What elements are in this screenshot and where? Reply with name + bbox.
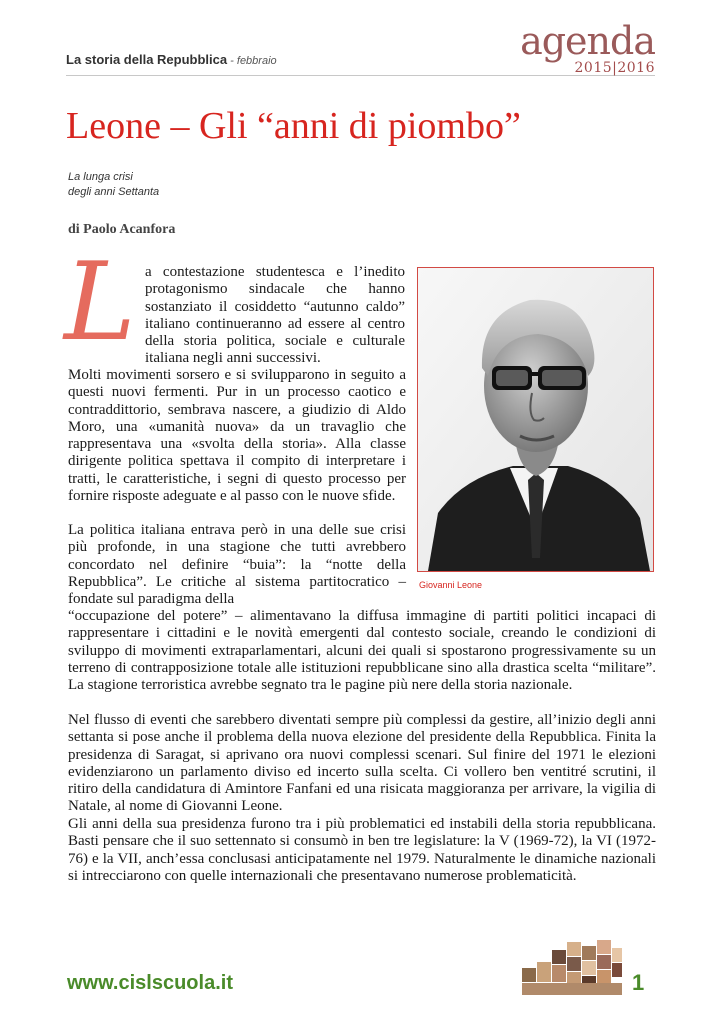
- series-month: - febbraio: [227, 55, 277, 67]
- header-divider: [66, 75, 655, 76]
- photo-caption: Giovanni Leone: [419, 580, 483, 590]
- paragraph-2-lead: La politica italiana entrava però in una delle sue crisi più profonde, in una stagione che tutti avrebbero concordato nel definire “buia”: la “notte della Repubblica”. Le critiche al sistema partitocratico – fondate sul paradigma della: [68, 522, 406, 608]
- article-title: Leone – Gli “anni di piombo”: [66, 105, 521, 147]
- paragraph-1-continued: Molti movimenti sorsero e si svilupparono in seguito a questi nuovi fermenti. Pur in un processo caotico e contraddittorio, sembrava nascere, a giudizio di Aldo Moro, una «umanità nuova» da un travaglio che rappresentava una «svolta della storia». Alla classe dirigente politica spettava il compito di interpretare i tratti, le caratteristiche, i segni di questo processo per fornire risposte adeguate e al passo con le nuove sfide.: [68, 367, 406, 505]
- footer-photo-mosaic: [522, 940, 622, 995]
- portrait-illustration: [418, 268, 653, 571]
- agenda-logo: [520, 19, 655, 76]
- running-header: [66, 52, 277, 67]
- paragraph-1-lead: a contestazione studentesca e l’inedito protagonismo sindacale che hanno sostanziato il cosiddetto “autunno caldo” italiano continueranno ad essere al centro della storia politica, sociale e culturale italiana negli anni successivi.: [145, 264, 405, 367]
- series-title: La storia della Repubblica: [66, 52, 228, 67]
- paragraph-3: Nel flusso di eventi che sarebbero diventati sempre più complessi da gestire, all’inizio degli anni settanta si pose anche il problema della nuova elezione del presidente della Repubblica. Finita la presidenza di Saragat, si aprivano ora nuovi complessi scenari. Sul finire del 1971 le elezioni evidenziarono un parlamento diviso ed incerto sulla scelta. Ci vollero ben ventitré scrutini, il ritiro della candidatura di Amintore Fanfani ed una risicata maggioranza per arrivare, la vigilia di Natale, al nome di Giovanni Leone.: [68, 712, 656, 815]
- mosaic-faces: [522, 940, 622, 995]
- subtitle-line-2: degli anni Settanta: [68, 186, 160, 198]
- footer-website-link[interactable]: www.cislscuola.it: [67, 972, 233, 994]
- drop-cap: L: [64, 240, 136, 365]
- agenda-logo-word: agenda: [520, 19, 655, 63]
- subtitle-line-1: La lunga crisi: [68, 171, 133, 183]
- paragraph-2-continued: “occupazione del potere” – alimentavano la diffusa immagine di partiti politici incapaci di rappresentare i cittadini e le novità emergenti dal contesto sociale, creando le condizioni di sviluppo di movimenti extraparlamentari, alcuni dei quali si spostarono progressivamente su un terreno di contrapposizione totale alle istituzioni repubblicane sino alla drastica scelta “militare”. La stagione terroristica avrebbe segnato tra le pagine più nere della storia nazionale.: [68, 608, 656, 694]
- article-subtitle: [68, 170, 268, 200]
- portrait-photo: [417, 267, 654, 572]
- page-number: 1: [632, 970, 645, 995]
- agenda-logo-years: 2015|2016: [574, 60, 655, 76]
- paragraph-4: Gli anni della sua presidenza furono tra i più problematici ed instabili della storia repubblicana. Basti pensare che il suo settennato si consumò in ben tre legislature: la V (1969-72), la VI (1972-76) e la VII, anch’essa conclusasi anticipatamente nel 1979. Naturalmente le dinamiche nazionali si intrecciarono con quelle internazionali che presentavano numerose problematicità.: [68, 816, 656, 884]
- author-byline: di Paolo Acanfora: [68, 222, 176, 237]
